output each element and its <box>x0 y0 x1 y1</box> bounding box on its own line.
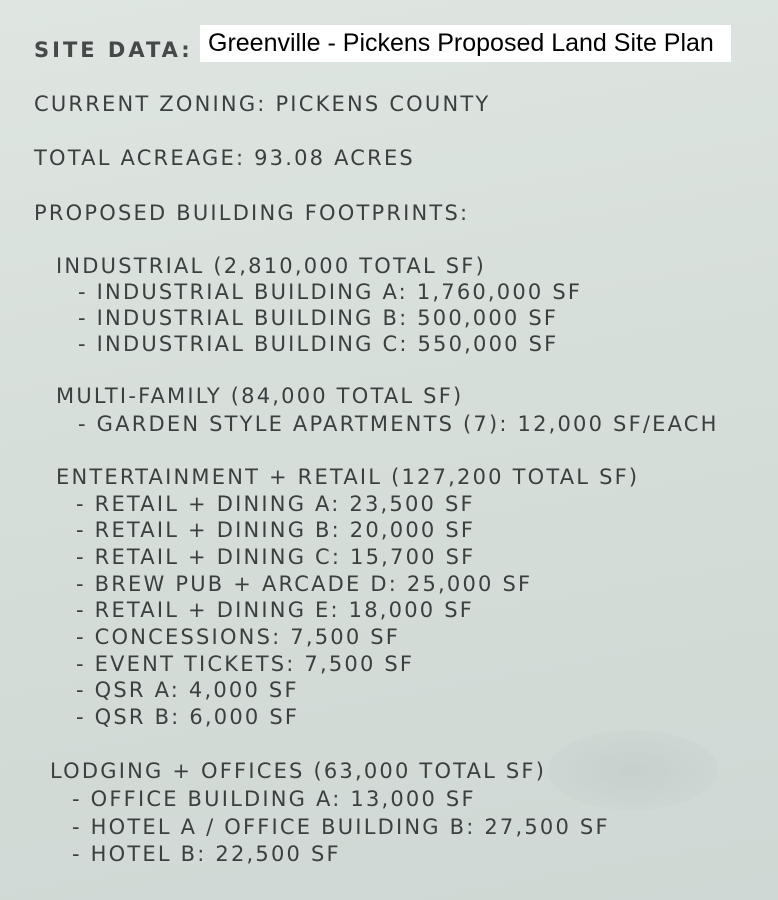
paper-shadow <box>548 730 718 810</box>
list-item: - INDUSTRIAL BUILDING B: 500,000 SF <box>78 306 559 330</box>
list-item: - RETAIL + DINING C: 15,700 SF <box>76 545 476 569</box>
list-item: - CONCESSIONS: 7,500 SF <box>76 625 401 649</box>
list-item: - EVENT TICKETS: 7,500 SF <box>76 652 415 676</box>
list-item: - BREW PUB + ARCADE D: 25,000 SF <box>76 572 533 596</box>
list-item: - HOTEL B: 22,500 SF <box>72 842 341 866</box>
list-item: - HOTEL A / OFFICE BUILDING B: 27,500 SF <box>72 815 610 839</box>
list-item: - INDUSTRIAL BUILDING C: 550,000 SF <box>78 332 559 356</box>
list-item: - QSR B: 6,000 SF <box>76 705 300 729</box>
list-item: - INDUSTRIAL BUILDING A: 1,760,000 SF <box>78 280 583 304</box>
total-acreage: TOTAL ACREAGE: 93.08 ACRES <box>34 146 415 170</box>
list-item: - RETAIL + DINING A: 23,500 SF <box>76 492 475 516</box>
list-item: - OFFICE BUILDING A: 13,000 SF <box>72 787 476 811</box>
site-data-label: SITE DATA: <box>34 38 193 62</box>
list-item: - GARDEN STYLE APARTMENTS (7): 12,000 SF/EACH <box>78 412 719 436</box>
proposed-footprints-heading: PROPOSED BUILDING FOOTPRINTS: <box>34 201 470 225</box>
list-item: - QSR A: 4,000 SF <box>76 678 299 702</box>
section-title-lodging-offices: LODGING + OFFICES (63,000 TOTAL SF) <box>50 759 547 783</box>
section-title-industrial: INDUSTRIAL (2,810,000 TOTAL SF) <box>56 254 486 278</box>
site-plan-title: Greenville - Pickens Proposed Land Site Plan <box>200 25 731 62</box>
list-item: - RETAIL + DINING B: 20,000 SF <box>76 518 476 542</box>
section-title-multi-family: MULTI-FAMILY (84,000 TOTAL SF) <box>56 384 464 408</box>
section-title-entertainment-retail: ENTERTAINMENT + RETAIL (127,200 TOTAL SF) <box>56 465 640 489</box>
list-item: - RETAIL + DINING E: 18,000 SF <box>76 598 475 622</box>
current-zoning: CURRENT ZONING: PICKENS COUNTY <box>34 92 491 116</box>
